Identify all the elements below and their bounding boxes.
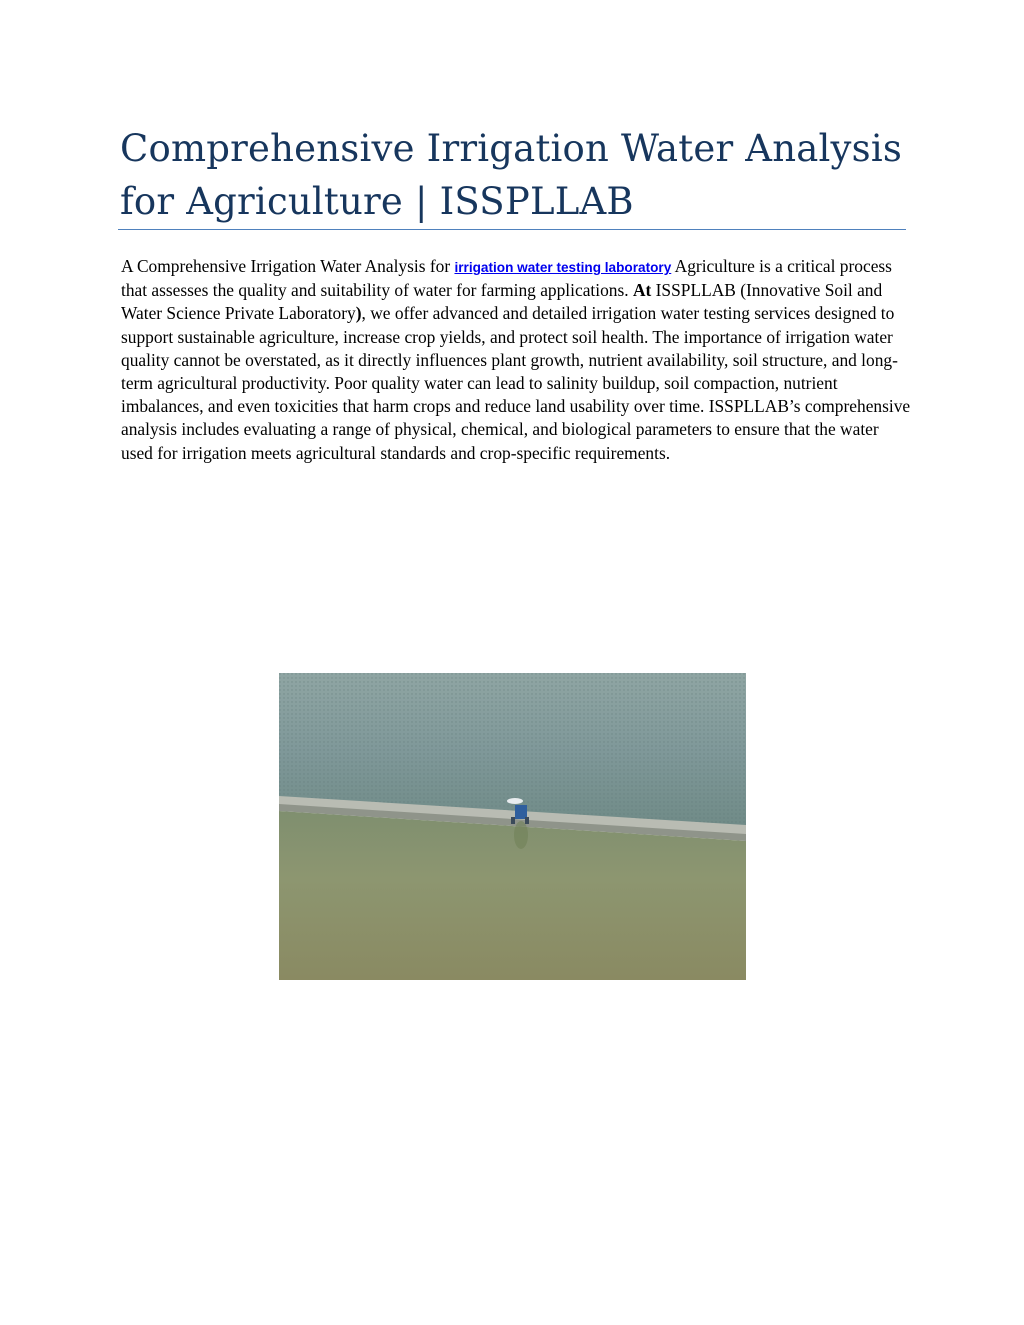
paragraph-after-link: Agriculture is a critical process that assesses the quality and suitability of water for farming applications. — [121, 256, 892, 301]
title-underline-rule — [118, 229, 906, 230]
bold-paren: ) — [355, 303, 362, 324]
paragraph-org: ISSPLLAB (Innovative Soil and Water Science Private Laboratory — [121, 280, 883, 324]
bold-at: At — [632, 280, 652, 301]
paragraph-rest: , we offer advanced and detailed irrigation water testing services designed to support sustainable agriculture, increase crop yields, and protect soil health. The importance of irrigation water quality cannot be overstated, as it directly influences plant growth, nutrient availability, soil structure, and long-term agricultural productivity. Poor quality water can lead to salinity buildup, soil compaction, nutrient imbalances, and even toxicities that harm crops and reduce land usability over time. ISSPLLAB’s comprehensive analysis includes evaluating a range of physical, chemical, and biological parameters to ensure that the water used for irrigation meets agricultural standards and crop-specific requirements. — [121, 303, 911, 463]
irrigation-lab-link[interactable]: irrigation water testing laboratory — [454, 260, 672, 275]
rice-paddy-photo — [279, 673, 746, 980]
body-paragraph — [121, 255, 911, 465]
paddy-field-image — [279, 673, 746, 980]
page-title: Comprehensive Irrigation Water Analysis for Agriculture | ISSPLLAB — [120, 127, 903, 223]
paragraph-intro: A Comprehensive Irrigation Water Analysis for — [121, 256, 455, 276]
